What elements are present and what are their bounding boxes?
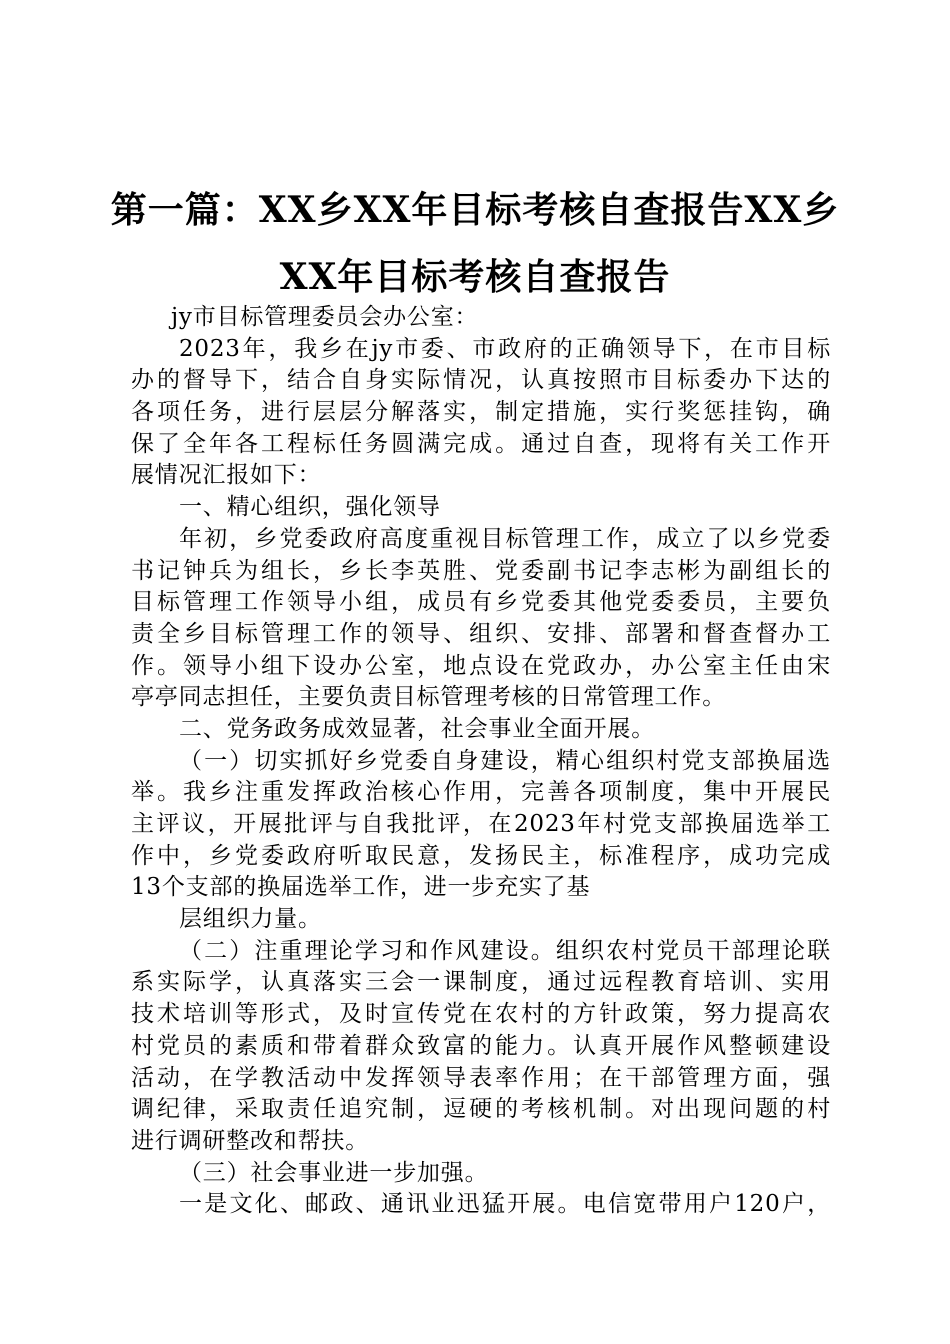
section-heading: （三）社会事业进一步加强。 [179, 1159, 489, 1186]
paragraph-line: （一）切实抓好乡党委自身建设，精心组织村党支部换届选 [179, 747, 831, 774]
paragraph-line: 技术培训等形式，及时宣传党在农村的方针政策，努力提高农 [131, 1001, 831, 1028]
paragraph-line: 进行调研整改和帮扶。 [131, 1127, 369, 1154]
paragraph-line: 系实际学，认真落实三会一课制度，通过远程教育培训、实用 [131, 969, 831, 996]
paragraph-line: 作中，乡党委政府听取民意，发扬民主，标准程序，成功完成 [131, 842, 831, 869]
paragraph-line: 亭亭同志担任，主要负责目标管理考核的日常管理工作。 [131, 684, 726, 711]
paragraph-line: 责全乡目标管理工作的领导、组织、安排、部署和督查督办工 [131, 620, 831, 647]
title-line-1: 第一篇：XX乡XX年目标考核自查报告XX乡 [110, 189, 840, 231]
paragraph-line: 举。我乡注重发挥政治核心作用，完善各项制度，集中开展民 [131, 779, 831, 806]
paragraph-line: 活动，在学教活动中发挥领导表率作用；在干部管理方面，强 [131, 1064, 831, 1091]
body-text [131, 302, 831, 1221]
paragraph-line: 作。领导小组下设办公室，地点设在党政办，办公室主任由宋 [131, 652, 831, 679]
paragraph-line: 各项任务，进行层层分解落实，制定措施，实行奖惩挂钩，确 [131, 399, 831, 426]
paragraph-line: 层组织力量。 [179, 906, 322, 933]
paragraph-line: 办的督导下，结合自身实际情况，认真按照市目标委办下达的 [131, 367, 831, 394]
paragraph-line: 书记钟兵为组长，乡长李英胜、党委副书记李志彬为副组长的 [131, 557, 831, 584]
section-heading: 一、精心组织，强化领导 [179, 494, 441, 521]
paragraph-line: 村党员的素质和带着群众致富的能力。认真开展作风整顿建设 [131, 1032, 831, 1059]
paragraph-line: 展情况汇报如下： [131, 462, 322, 489]
paragraph-line: 13个支部的换届选举工作，进一步充实了基 [131, 874, 591, 901]
paragraph-line: 一是文化、邮政、通讯业迅猛开展。电信宽带用户120户， [179, 1191, 831, 1218]
paragraph-line: 主评议，开展批评与自我批评，在2023年村党支部换届选举工 [131, 811, 831, 837]
paragraph-line: 调纪律，采取责任追究制，逗硬的考核机制。对出现问题的村 [131, 1096, 831, 1123]
paragraph-line: 2023年，我乡在jy市委、市政府的正确领导下，在市目标 [179, 335, 831, 362]
paragraph-line: （二）注重理论学习和作风建设。组织农村党员干部理论联 [179, 937, 831, 964]
paragraph-line: 年初，乡党委政府高度重视目标管理工作，成立了以乡党委 [179, 525, 831, 552]
title-line-2: XX年目标考核自查报告 [279, 256, 671, 298]
paragraph-line: 保了全年各工程标任务圆满完成。通过自查，现将有关工作开 [131, 430, 831, 457]
salutation: jy市目标管理委员会办公室： [171, 304, 479, 330]
section-heading: 二、党务政务成效显著，社会事业全面开展。 [179, 715, 655, 742]
paragraph-line: 目标管理工作领导小组，成员有乡党委其他党委委员，主要负 [131, 589, 831, 616]
